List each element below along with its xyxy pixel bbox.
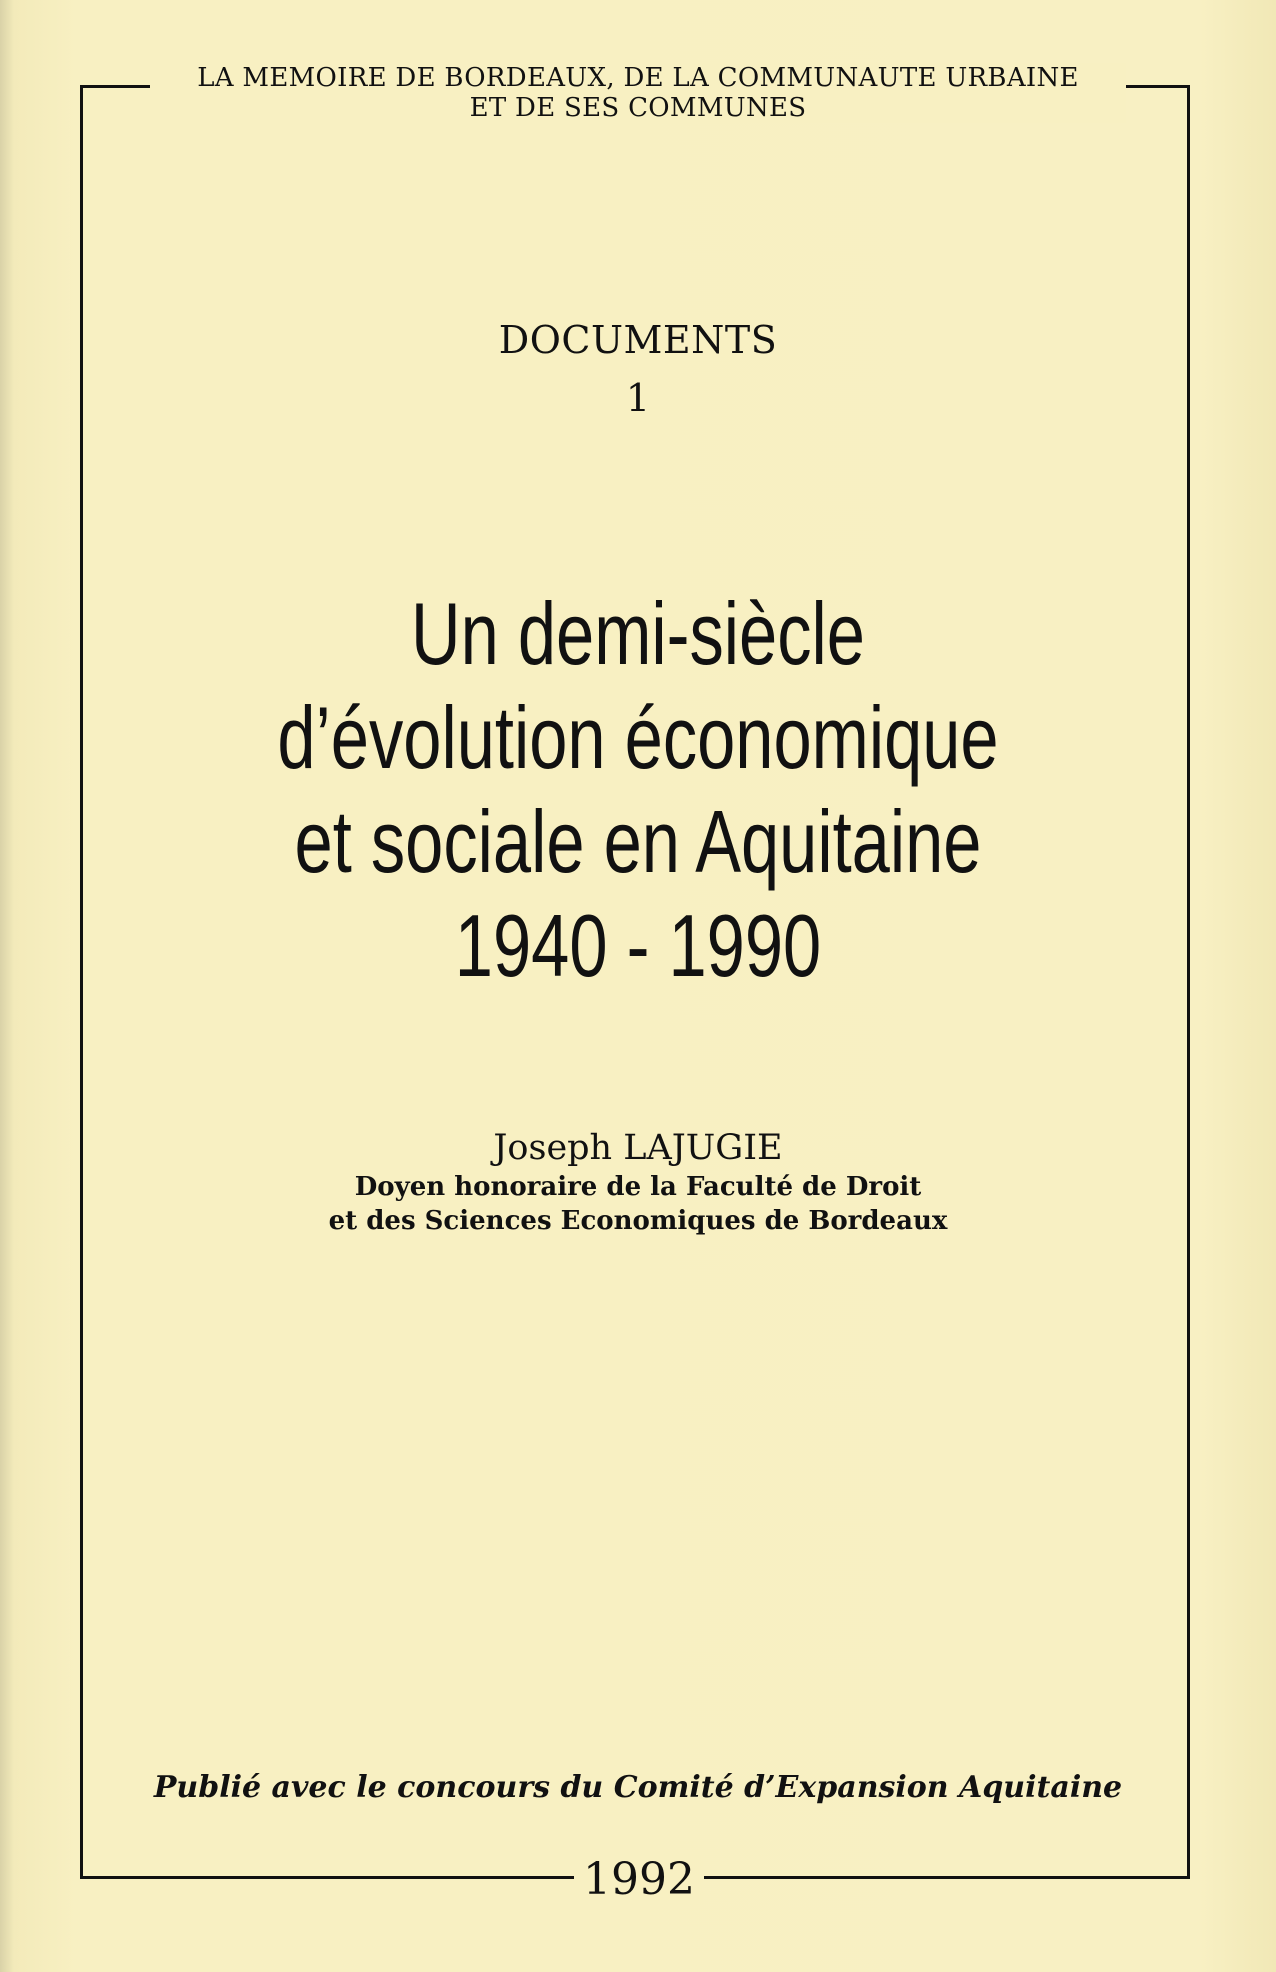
title-line-4: 1940 - 1990 [454,896,822,995]
series-line-2: ET DE SES COMMUNES [469,93,807,123]
collection-block [0,315,1276,423]
author-role-line-2: et des Sciences Economiques de Bordeaux [328,1206,948,1236]
title-line-1: Un demi-siècle [411,584,865,683]
title-line-2: d’évolution économique [277,688,999,787]
book-title [140,582,1135,998]
series-line-1: LA MEMOIRE DE BORDEAUX, DE LA COMMUNAUTE URBAINE [197,63,1079,93]
collection-title: DOCUMENTS [498,318,778,362]
title-line-3: et sociale en Aquitaine [294,792,982,891]
publication-year: 1992 [574,1855,704,1905]
author-name: Joseph LAJUGIE [493,1128,783,1168]
publisher-note: Publié avec le concours du Comité d’Expansion Aquitaine [153,1770,1123,1805]
series-heading [150,63,1126,123]
author-role-line-1: Doyen honoraire de la Faculté de Droit [354,1172,922,1202]
author-block [0,1126,1276,1238]
spine-shadow [0,0,14,1972]
collection-number: 1 [625,376,651,420]
